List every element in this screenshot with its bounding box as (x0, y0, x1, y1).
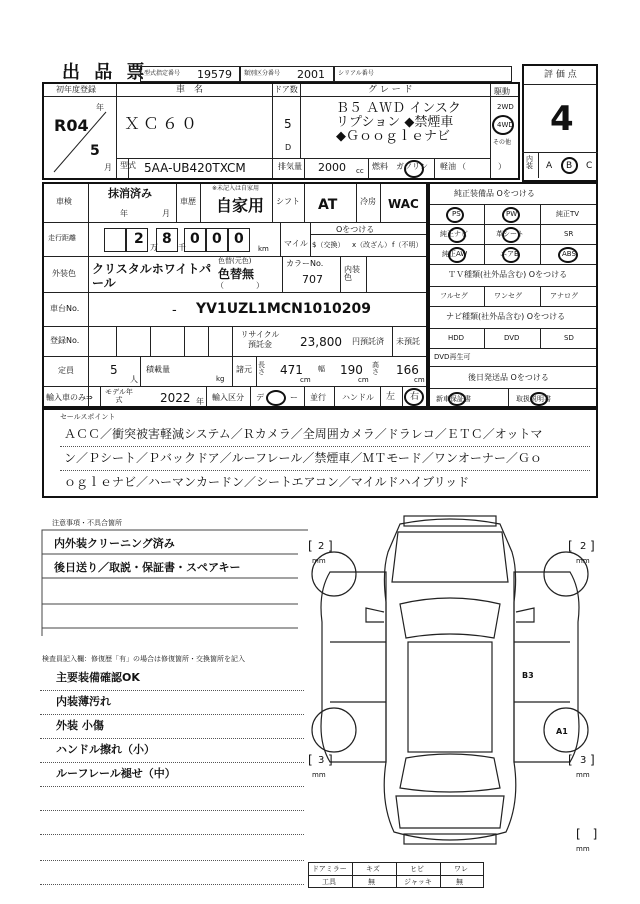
interior-grade-b: B (566, 161, 573, 171)
fuel-circle (404, 160, 424, 178)
grade-line-1: Ｂ５ ＡＷＤ インスク (336, 101, 461, 116)
equip-navi-circle (448, 227, 466, 243)
inspector-line-4: ハンドル擦れ（小） (56, 743, 155, 756)
drive-2wd: 2WD (497, 103, 514, 111)
model-year-value: 2022 (160, 391, 191, 405)
serial-box (334, 66, 512, 82)
light-oil-label: 軽油 (440, 162, 456, 171)
doors-sub: D (285, 143, 292, 152)
footer-tools-value: 無 (368, 878, 375, 886)
caution-label: 注意事項・不具合箇所 (52, 519, 122, 527)
drive-4wd: 4WD (497, 121, 514, 129)
equip-leather-circle (502, 227, 520, 243)
serial-label: シリアル番号 (338, 70, 374, 77)
model-label: 型式 (120, 161, 136, 170)
recycle-unit: 円預託済 (352, 337, 384, 346)
selling-point-line-1: ＡＣＣ／衝突被害軽減システム／Ｒカメラ／全周囲カメラ／ドラレコ／ＥＴＣ／オットマ (64, 427, 543, 441)
reg-no-label: 登録No. (50, 336, 80, 345)
shift-value: AT (318, 197, 338, 213)
inspection-label: 車検 (56, 197, 72, 206)
later-title: 後日発送品 Oをつける (468, 373, 549, 382)
dims-label: 諸元 (236, 365, 252, 374)
equip-abs: ABS (562, 250, 576, 258)
tread-front-right-close: ] (590, 539, 595, 553)
interior-grade-c: C (586, 161, 593, 171)
tread-rear-right-unit: mm (576, 771, 590, 779)
reg-month-suffix: 月 (104, 163, 112, 172)
handle-label: ハンドル (342, 393, 374, 402)
mileage-km: km (258, 245, 269, 253)
inspection-value: 抹消済み (108, 187, 152, 200)
tread-front-left-close: ] (328, 539, 333, 553)
dims-unit-1: cm (300, 376, 311, 384)
import-class-de: デ (256, 393, 264, 402)
tread-front-right-unit: mm (576, 557, 590, 565)
mileage-digit-1: 2 (134, 231, 144, 247)
dims-length: 471 (280, 363, 303, 377)
grade-label: グ レ ー ド (368, 85, 413, 95)
interior-b-circle (561, 157, 578, 174)
navi-title: ナビ種類(社外品含む) Oをつける (446, 312, 566, 321)
repaint-label: 色替(元色) (218, 257, 252, 265)
tread-rear-right-close: ] (590, 753, 595, 767)
footer-header-break: ワレ (454, 865, 468, 873)
handle-right-circle (404, 388, 424, 406)
tv-title: ＴＶ種類(社外品含む) Oをつける (448, 270, 568, 279)
inspector-line-5: ルーフレール褪せ（中） (56, 767, 176, 780)
history-value: 自家用 (216, 196, 265, 215)
inspector-line-1: 主要装備確認OK (56, 671, 140, 684)
marker-a1: A1 (556, 727, 568, 736)
mileage-digit-3: 0 (190, 231, 200, 247)
history-note: ※未記入は自家用 (212, 185, 260, 192)
vin-label: 車台No. (50, 304, 80, 313)
navi-sd: SD (564, 334, 574, 342)
later-manual: 取扱説明書 (516, 395, 551, 403)
handle-right: 右 (410, 392, 420, 402)
category-label: 類別区分番号 (244, 70, 281, 77)
equip-leather: 革シート (496, 230, 524, 238)
import-label: 輸入車のみ⇒ (46, 393, 93, 402)
dims-unit-2: cm (358, 376, 369, 384)
equip-sr: SR (564, 230, 574, 238)
equip-aw-circle (448, 247, 466, 263)
fuel-value: ガソリン (396, 162, 428, 171)
inspection-year: 年 (120, 209, 128, 218)
fuel-label: 燃料 (372, 162, 388, 171)
dims-width-key: 幅 (318, 365, 325, 373)
reg-year: R04 (54, 116, 89, 135)
recycle-label: リサイクル預託金 (240, 330, 280, 349)
capacity-value: 5 (110, 363, 118, 377)
later-manual-circle (530, 392, 548, 406)
spare-bracket: [ ] (576, 827, 598, 841)
mileage-cell-1 (104, 228, 126, 252)
shift-label: シフト (276, 197, 300, 206)
color-label: 外装色 (52, 269, 76, 278)
dims-height: 166 (396, 363, 419, 377)
inspector-line-2: 内装薄汚れ (56, 695, 111, 708)
handle-left: 左 (386, 392, 396, 402)
selling-point-line-3: ｏｇｌｅナビ／ハーマンカードン／シートエアコン／マイルドハイブリッド (64, 475, 470, 489)
equip-aw: 純正AW (442, 250, 468, 258)
interior-color-label: 内装色 (344, 265, 360, 282)
color-value: クリスタルホワイトパール (92, 262, 212, 290)
dims-length-key: 長さ (258, 361, 265, 376)
doors-value: 5 (284, 117, 292, 131)
import-class-parallel: 並行 (310, 393, 326, 402)
caution-line-2: 後日送り／取説・保証書・スペアキー (54, 561, 241, 574)
inspector-label: 検査員記入欄：修復歴「有」の場合は修復箇所・交換箇所を記入 (42, 655, 245, 663)
displacement-value: 2000 (318, 161, 346, 174)
equipment-title: 純正装備品 Oをつける (454, 189, 535, 198)
reg-month: 5 (90, 143, 100, 159)
mile-label: マイル (284, 239, 308, 248)
interior-grade-a: A (546, 161, 553, 171)
category-value: 2001 (297, 68, 325, 81)
footer-tools-label: 工具 (322, 878, 336, 886)
reg-year-suffix: 年 (96, 103, 104, 112)
dims-width: 190 (340, 363, 363, 377)
repaint-value: 色替無 (218, 267, 255, 281)
color-no-label: カラーNo. (286, 259, 324, 268)
footer-jack-label: ジャッキ (404, 878, 432, 886)
import-class-circle (266, 390, 286, 406)
mileage-opt-tampered: x（改ざん） (352, 241, 392, 249)
model-year-label: モデル年式 (105, 388, 133, 404)
color-no-value: 707 (302, 273, 323, 286)
equip-navi: 純正ナビ (440, 230, 468, 238)
load-unit: kg (216, 375, 225, 383)
mileage-opt-unknown: f（不明） (392, 241, 423, 249)
equip-airbag-circle (502, 247, 520, 263)
dvd-label: DVD再生可 (434, 353, 471, 361)
equip-ps-circle (446, 207, 464, 223)
equip-tv: 純正TV (556, 210, 580, 218)
drive-other: その他 (493, 139, 512, 146)
inspection-month: 月 (162, 209, 170, 218)
marker-b3: B3 (522, 671, 534, 680)
mileage-digit-5: 0 (234, 231, 244, 247)
equip-airbag: エアB (500, 250, 519, 258)
tread-front-left-open: [ (308, 539, 313, 553)
import-class-dash: ー (290, 393, 298, 402)
tread-front-left: 2 (318, 541, 325, 552)
ac-value: WAC (388, 197, 419, 211)
mileage-opt-exchange: $（交換） (312, 241, 345, 249)
tread-rear-left: 3 (318, 755, 325, 766)
tread-front-right: 2 (580, 541, 587, 552)
ac-label: 冷房 (360, 197, 376, 206)
load-label: 積載量 (146, 365, 170, 374)
displacement-label: 排気量 (278, 162, 302, 171)
grade-line-2: リプション ◆禁煙車 (336, 115, 454, 130)
equip-abs-circle (558, 247, 578, 263)
tread-rear-left-close: ] (328, 753, 333, 767)
tread-rear-left-open: [ (308, 753, 313, 767)
category-box (240, 66, 334, 82)
model-year-unit: 年 (196, 397, 204, 406)
footer-jack-value: 無 (456, 878, 463, 886)
fuel-other: （ ） (458, 162, 506, 171)
later-warranty-circle (448, 392, 466, 406)
capacity-label: 定員 (58, 366, 74, 375)
form-title: 出 品 票 (62, 62, 149, 83)
doors-label: ドア数 (274, 85, 298, 94)
selling-points-label: セールスポイント (60, 413, 116, 421)
interior-label: 内装 (526, 155, 533, 170)
equip-ps: PS (452, 210, 461, 218)
recycle-status: 未預託 (396, 337, 420, 346)
type-designation-value: 19579 (197, 68, 232, 81)
footer-header-crack: ヒビ (410, 865, 424, 873)
dims-unit-3: cm (414, 376, 425, 384)
grade-line-3: ◆Ｇｏｏｇｌｅナビ (336, 129, 450, 144)
type-designation-label: 型式指定番号 (144, 70, 181, 77)
tread-rear-right: 3 (580, 755, 587, 766)
tread-rear-right-open: [ (568, 753, 573, 767)
spec-table (42, 182, 428, 408)
first-reg-label: 初年度登録 (56, 85, 96, 94)
tv-fullseg: フルセグ (440, 292, 468, 300)
navi-hdd: HDD (448, 334, 465, 342)
type-designation-box (140, 66, 240, 82)
footer-header-mirror: ドアミラー (312, 865, 347, 873)
tv-analog: アナログ (550, 292, 578, 300)
history-label: 車歴 (180, 197, 196, 206)
equip-pw-circle (502, 207, 520, 223)
car-name-value: ＸＣ６０ (124, 114, 201, 133)
selling-point-line-2: ン／Ｐシート／Ｐバックドア／ルーフレール／禁煙車／ＭＴモード／ワンオーナー／Ｇｏ (64, 451, 542, 465)
mileage-circle-note: Oをつける (336, 225, 375, 234)
drive-label: 駆動 (494, 87, 510, 96)
car-name-label: 車 名 (176, 85, 204, 95)
footer-header-scratch: キズ (366, 865, 380, 873)
spare-unit: mm (576, 845, 590, 853)
mileage-digit-2: 8 (162, 231, 172, 247)
repaint-paren: （ ） (216, 281, 264, 290)
mileage-label: 走行距離 (48, 234, 76, 242)
rating-value: 4 (550, 99, 574, 139)
later-warranty: 新車保証書 (436, 395, 471, 403)
vin-dash: - (172, 303, 177, 318)
tread-rear-left-unit: mm (312, 771, 326, 779)
capacity-unit: 人 (130, 375, 138, 384)
mileage-unit-sen: 千 (178, 243, 186, 252)
drive-4wd-circle (492, 115, 514, 135)
model-value: 5AA-UB420TXCM (144, 161, 246, 175)
mileage-digit-4: 0 (212, 231, 222, 247)
equip-pw: PW (506, 210, 518, 218)
mileage-unit-man: 万 (150, 243, 158, 252)
tread-front-right-open: [ (568, 539, 573, 553)
vin-value: YV1UZL1MCN1010209 (196, 301, 372, 317)
navi-dvd: DVD (504, 334, 520, 342)
tv-oneseg: ワンセグ (494, 292, 522, 300)
inspector-line-3: 外装 小傷 (56, 719, 104, 732)
caution-line-1: 内外装クリーニング済み (54, 537, 175, 550)
rating-label: 評 価 点 (544, 70, 577, 80)
tread-front-left-unit: mm (312, 557, 326, 565)
recycle-value: 23,800 (300, 335, 342, 349)
dims-height-key: 高さ (372, 361, 379, 376)
import-class-label: 輸入区分 (212, 393, 244, 402)
car-damage-diagram (300, 512, 600, 862)
displacement-unit: cc (356, 167, 364, 175)
